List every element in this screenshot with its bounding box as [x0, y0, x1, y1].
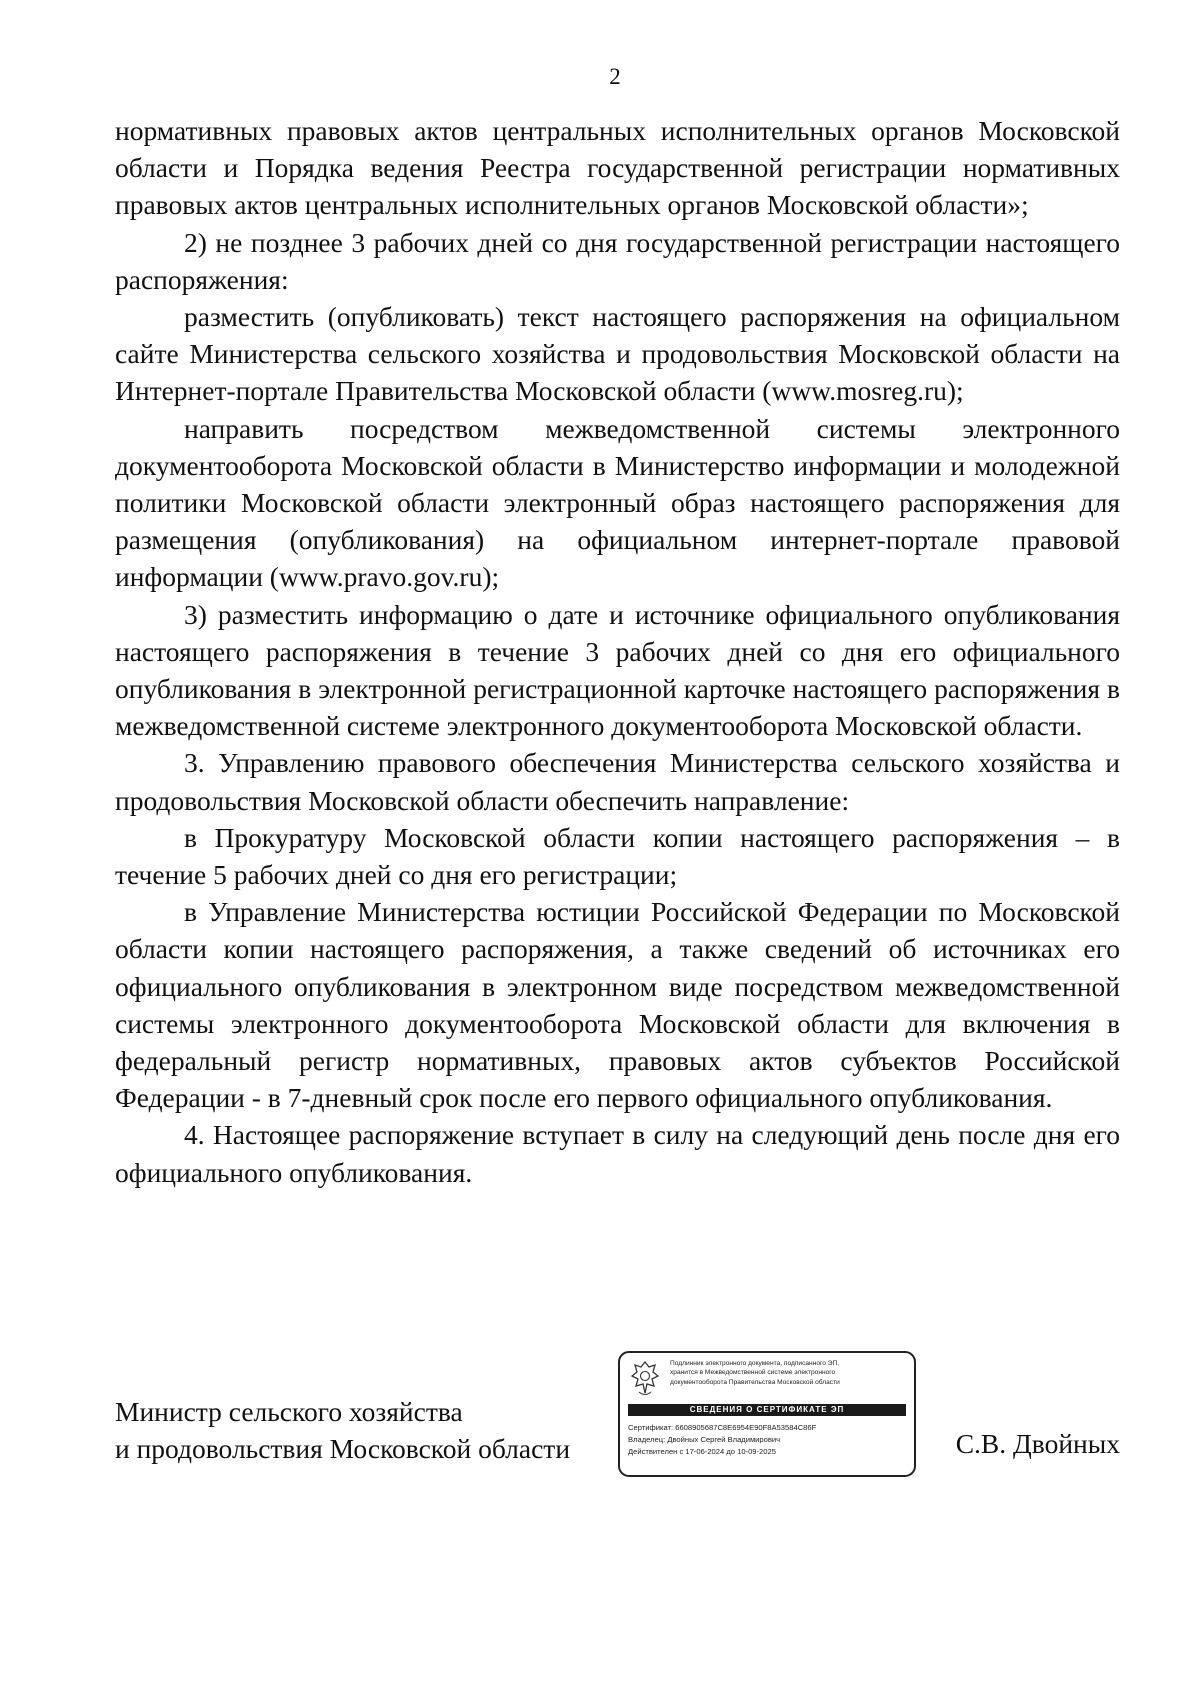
- stamp-certificate-header: СВЕДЕНИЯ О СЕРТИФИКАТЕ ЭП: [628, 1404, 906, 1416]
- signer-title-line: и продовольствия Московской области: [115, 1433, 571, 1465]
- document-body: [115, 112, 1120, 1191]
- paragraph-publish-site: разместить (опубликовать) текст настоящего распоряжения на официальном сайте Министерства сельского хозяйства и продовольствия Московской области на Интернет-портале Правительства Московской области (www.mosreg.ru);: [115, 301, 1120, 407]
- signature-block: [115, 1360, 1120, 1505]
- signer-title-line: Министр сельского хозяйства: [115, 1396, 463, 1427]
- paragraph-item-2: 2) не позднее 3 рабочих дней со дня государственной регистрации настоящего распоряжения:: [115, 226, 1120, 295]
- electronic-signature-stamp: [618, 1351, 916, 1477]
- paragraph-send-ministry: направить посредством межведомственной системы электронного документооборота Московской области в Министерство информации и молодежной политики Московской области электронный образ настоящего распоряжения для размещения (опубликования) на официальном интернет-портале правовой информации (www.pravo.gov.ru);: [115, 412, 1120, 593]
- coat-of-arms-icon: [628, 1359, 662, 1399]
- stamp-certificate-number: Сертификат: 6608905687C8E6954E90F8A53584C86F: [628, 1423, 817, 1432]
- stamp-header: [628, 1359, 906, 1401]
- signer-title: [115, 1393, 570, 1467]
- stamp-note: [670, 1359, 840, 1387]
- stamp-note-line: Подлинник электронного документа, подписанного ЭП,: [670, 1360, 840, 1367]
- paragraph-item-3: 3) разместить информацию о дате и источнике официального опубликования настоящего распоряжения в течение 3 рабочих дней со дня его официального опубликования в электронной регистрационной карточке настоящего распоряжения в межведомственной системе электронного документооборота Московской области.: [115, 598, 1120, 742]
- page-number: 2: [609, 64, 621, 89]
- paragraph-section-3: 3. Управлению правового обеспечения Министерства сельского хозяйства и продовольствия Московской области обеспечить направление:: [115, 747, 1120, 816]
- signer-name: С.В. Двойных: [955, 1428, 1120, 1459]
- paragraph-continuation: нормативных правовых актов центральных исполнительных органов Московской области и Порядка ведения Реестра государственной регистрации нормативных правовых актов центральных исполнительных органов Московской области»;: [115, 115, 1120, 221]
- stamp-note-line: документооборота Правительства Московской области: [670, 1378, 840, 1386]
- paragraph-section-4: 4. Настоящее распоряжение вступает в силу на следующий день после дня его официального опубликования.: [115, 1119, 1120, 1188]
- stamp-note-line: хранится в Межведомственной системе электронного: [670, 1369, 836, 1377]
- paragraph-justice-ministry: в Управление Министерства юстиции Российской Федерации по Московской области копии настоящего распоряжения, а также сведений об источниках его официального опубликования в электронном виде посредством межведомственной системы электронного документооборота Московской области для включения в федеральный регистр нормативных, правовых актов субъектов Российской Федерации - в 7-дневный срок после его первого официального опубликования.: [115, 896, 1120, 1114]
- stamp-validity: Действителен с 17-06-2024 до 10-09-2025: [628, 1447, 776, 1456]
- stamp-owner: Владелец: Двойных Сергей Владимирович: [628, 1435, 781, 1444]
- paragraph-prosecutor: в Прокуратуру Московской области копии настоящего распоряжения – в течение 5 рабочих дней со дня его регистрации;: [115, 821, 1120, 891]
- stamp-certificate-details: [628, 1422, 906, 1458]
